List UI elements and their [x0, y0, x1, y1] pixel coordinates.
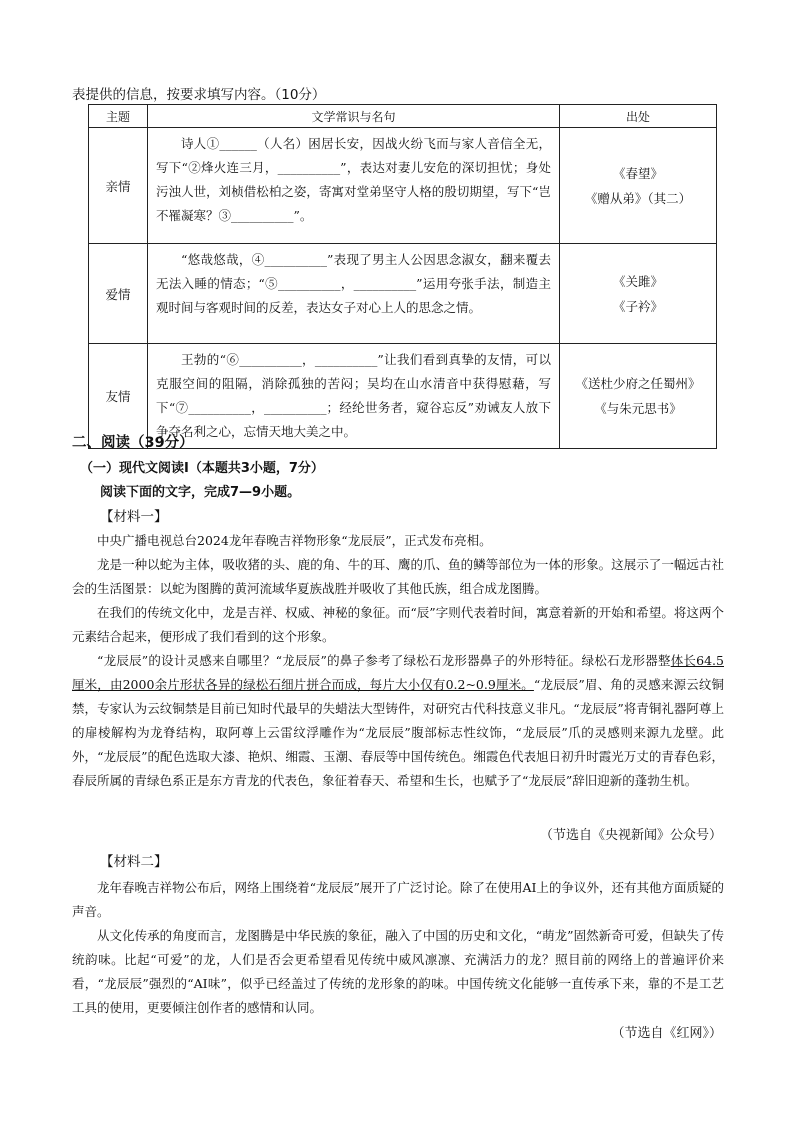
intro-text: 表提供的信息，按要求填写内容。（10分）: [72, 87, 326, 103]
source-title: 《春望》: [612, 165, 663, 181]
source-title: 《赠从弟》（其二）: [584, 190, 692, 206]
row-content-text: 诗人①______（人名）困居长安，因战火纷飞而与家人音信全无，写下“②烽火连三月，__________”，表达对妻儿安危的深切担忧；身处污浊人世，刘桢借松柏之姿，寄寓对堂弟坚守人格的殷切期望，写下“岂不罹凝寒？③__________”。: [156, 136, 551, 223]
row-theme: 爱情: [89, 244, 148, 344]
row-content: [148, 344, 560, 449]
table-header-row: [89, 105, 717, 128]
row-content-text: 王勃的“⑥__________，__________”让我们看到真挚的友情，可以克服空间的阻隔，消除孤独的苦闷；吴均在山水清音中获得慰藉，写下“⑦__________，__________；经纶世务者，窥谷忘反”劝诫友人放下争夺名利之心，忘情天地大美之中。: [156, 352, 551, 439]
literature-table: [88, 104, 717, 449]
row-source: [560, 344, 717, 449]
material1-paragraph: 龙是一种以蛇为主体，吸收猪的头、鹿的角、牛的耳、鹰的爪、鱼的鳞等部位为一体的形象。这展示了一幅远古社会的生活图景：以蛇为图腾的黄河流域华夏族战胜并吸收了其他氏族，组合成龙图腾。: [72, 557, 724, 596]
paragraph-text: “龙辰辰”眉、角的灵感来源云纹铜禁，专家认为云纹铜禁是目前已知时代最早的失蜡法大型铸件，对研究古代科技意义非凡。“龙辰辰”将青铜礼器阿尊上的扉棱解构为龙脊结构，取阿尊上云雷纹浮雕作为“龙辰辰”腹部标志性纹饰，“龙辰辰”爪的灵感则来源九龙壁。此外，“龙辰辰”的配色选取大漆、艳炽、缃霞、玉潮、春辰等中国传统色。缃霞色代表旭日初升时霞光万丈的青春色彩，春辰所属的青绿色系正是东方青龙的代表色，象征着春天、希望和生长，也赋予了“龙辰辰”辞旧迎新的蓬勃生机。: [72, 677, 724, 788]
material1-paragraph: 中央广播电视总台2024龙年春晚吉祥物形象“龙辰辰”，正式发布亮相。: [97, 533, 492, 548]
material2-paragraph: 龙年春晚吉祥物公布后，网络上围绕着“龙辰辰”展开了广泛讨论。除了在使用AI上的争议外，还有其他方面质疑的声音。: [72, 880, 724, 919]
material1-source: （节选自《央视新闻》公众号）: [539, 828, 722, 843]
source-title: 《送杜少府之任蜀州》: [575, 376, 701, 391]
row-theme: 亲情: [89, 128, 148, 244]
row-source: [560, 128, 717, 244]
table-row: [89, 128, 717, 244]
row-content-text: “悠哉悠哉，④__________”表现了男主人公因思念淑女，翻来覆去无法入睡的情态；“⑤__________，__________”运用夸张手法，制造主观时间与客观时间的反差，表达女子对心上人的思念之情。: [156, 252, 551, 315]
underlined-text: 体长64.5厘米，由2000余片形状各异的绿松石细片拼合而成，每片大小仅有0.2~0.9厘米。: [72, 653, 724, 692]
header-content: 文学常识与名句: [148, 105, 560, 128]
material2-paragraph: 从文化传承的角度而言，龙图腾是中华民族的象征，融入了中国的历史和文化，“萌龙”固然新奇可爱，但缺失了传统韵味。比起“可爱”的龙，人们是否会更希望看见传统中威风凛凛、充满活力的龙？照目前的网络上的普遍评价来看，“龙辰辰”强烈的“AI味”，似乎已经盖过了传统的龙形象的韵味。中国传统文化能够一直传承下来，靠的不是工艺工具的使用，更要倾注创作者的感情和认同。: [72, 928, 724, 1015]
row-content: [148, 128, 560, 244]
row-theme: 友情: [89, 344, 148, 449]
material1-heading: 【材料一】: [100, 509, 168, 525]
paragraph-text: “龙辰辰”的设计灵感来自哪里？“龙辰辰”的鼻子参考了绿松石龙形器鼻子的外形特征。绿松石龙形器整: [97, 653, 671, 668]
source-title: 《关雎》: [612, 273, 663, 289]
material2-heading: 【材料二】: [100, 854, 168, 870]
subsection-heading: （一）现代文阅读Ⅰ（本题共3小题，7分）: [80, 461, 324, 476]
source-title: 《子衿》: [612, 298, 663, 314]
header-source: 出处: [560, 105, 717, 128]
header-theme: 主题: [89, 105, 148, 128]
row-source: [560, 244, 717, 344]
section-heading: 二、阅读（39分）: [72, 435, 194, 451]
material2-source: （节选自《红网》）: [611, 1026, 722, 1041]
row-content: [148, 244, 560, 344]
instruction-text: 阅读下面的文字，完成7—9小题。: [100, 485, 301, 500]
source-title: 《与朱元思书》: [594, 401, 682, 416]
material1-paragraph: [72, 649, 724, 793]
table-row: [89, 244, 717, 344]
material1-paragraph: 在我们的传统文化中，龙是吉祥、权威、神秘的象征。而“辰”字则代表着时间，寓意着新的开始和希望。将这两个元素结合起来，便形成了我们看到的这个形象。: [72, 605, 724, 644]
